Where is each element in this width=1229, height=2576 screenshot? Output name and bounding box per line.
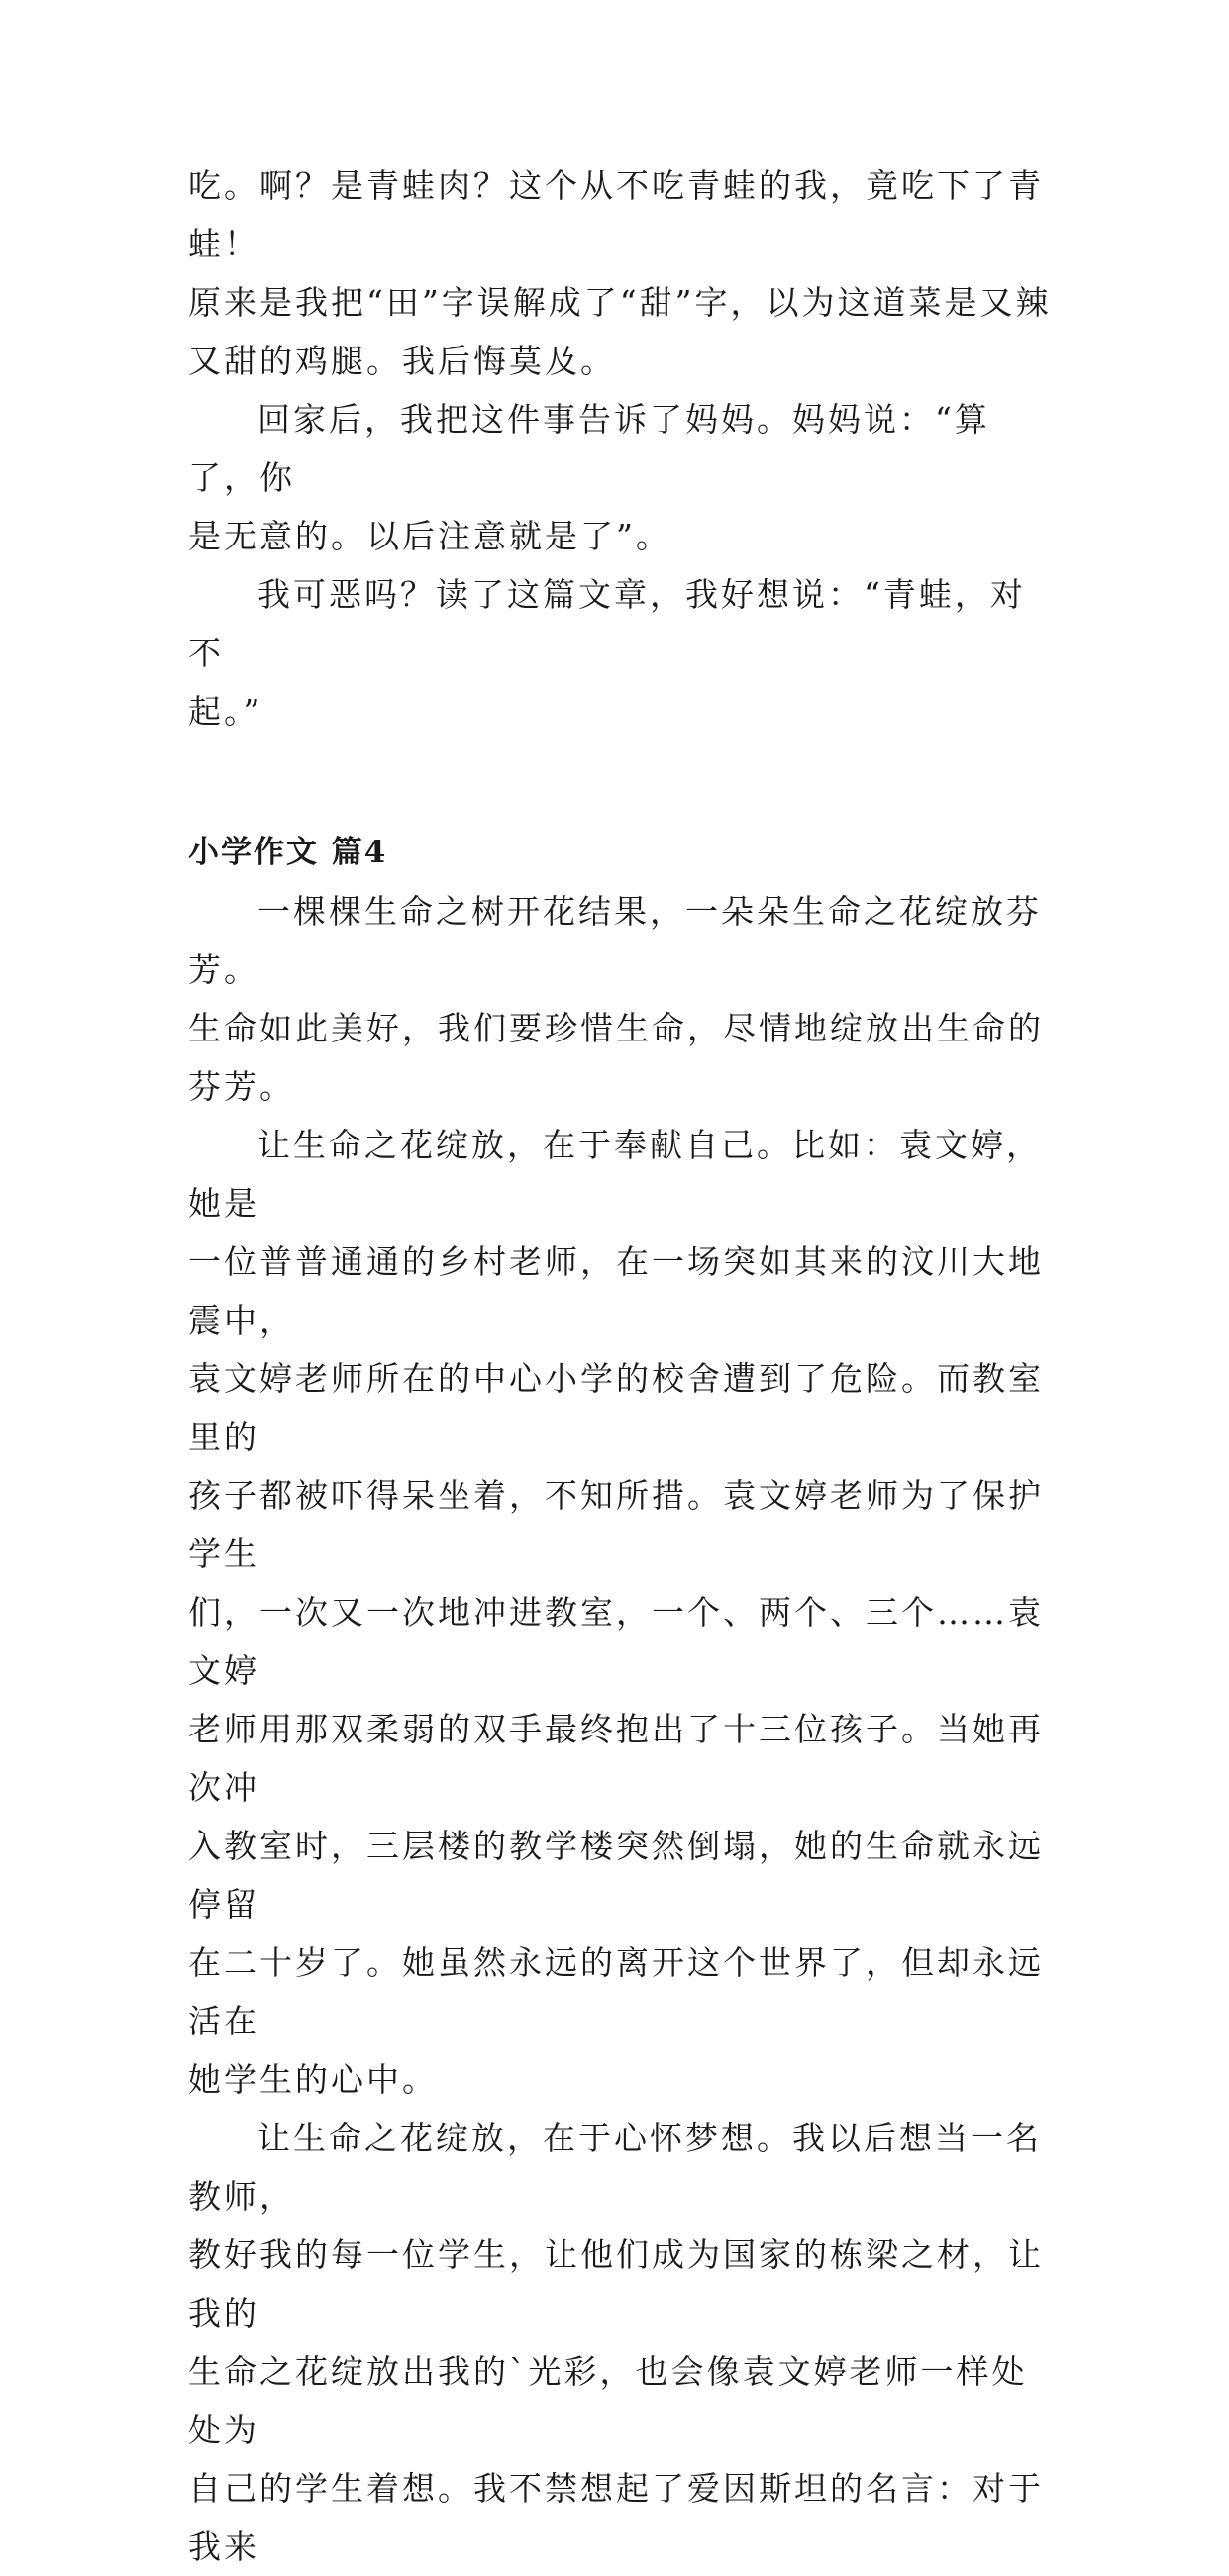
paragraph: 我可恶吗？读了这篇文章，我好想说：“青蛙，对不 起。” xyxy=(188,575,1026,731)
section-spacer xyxy=(188,741,1060,824)
paragraph: 让生命之花绽放，在于心怀梦想。我以后想当一名教师， 教好我的每一位学生，让他们成为国家的栋梁之材，让我的 生命之花绽放出我的`光彩，也会像袁文婷老师一样处处为 自己的学生着想。我不禁想起了爱因斯坦的名言：对于我来 xyxy=(188,2119,1044,2566)
document-body xyxy=(188,156,1060,2576)
paragraph: 让生命之花绽放，在于奉献自己。比如：袁文婷，她是 一位普普通通的乡村老师，在一场突如其来的汶川大地震中， 袁文婷老师所在的中心小学的校舍遭到了危险。而教室里的 孩子都被吓得呆坐着，不知所措。袁文婷老师为了保护学生 们，一次又一次地冲进教室，一个、两个、三个……袁文婷 老师用那双柔弱的双手最终抱出了十三位孩子。当她再次冲 入教室时，三层楼的教学楼突然倒塌，她的生命就永远停留 在二十岁了。她虽然永远的离开这个世界了，但却永远活在 她学生的心中。 xyxy=(188,1126,1044,2099)
section-heading: 小学作文 篇4 xyxy=(188,835,388,870)
paragraph: 回家后，我把这件事告诉了妈妈。妈妈说：“算了，你 是无意的。以后注意就是了”。 xyxy=(188,400,990,555)
paragraph: 一棵棵生命之树开花结果，一朵朵生命之花绽放芬芳。 生命如此美好，我们要珍惜生命，尽情地绽放出生命的芬芳。 xyxy=(188,892,1044,1106)
paragraph-continued: 吃。啊？是青蛙肉？这个从不吃青蛙的我，竟吃下了青蛙！ 原来是我把“田”字误解成了“甜”字，以为这道菜是又辣 又甜的鸡腿。我后悔莫及。 xyxy=(188,166,1052,380)
